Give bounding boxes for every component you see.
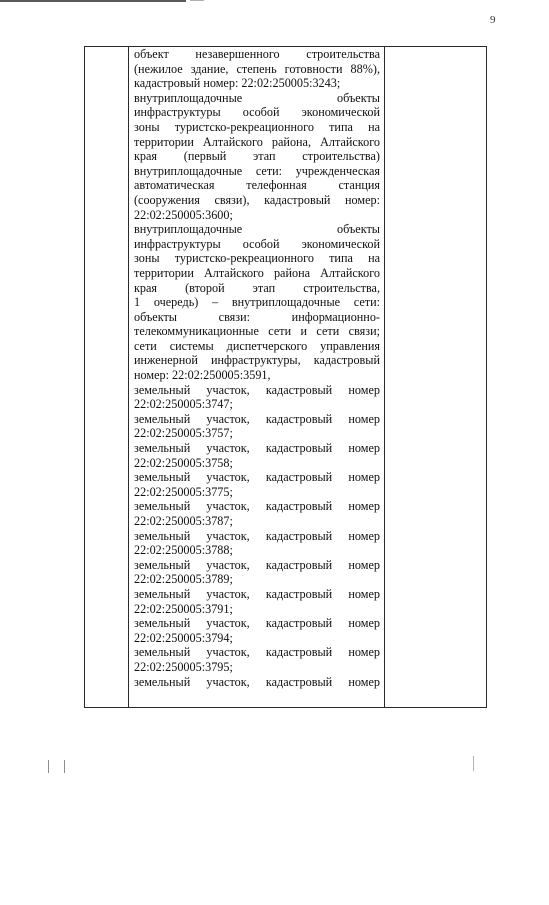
text-line (134, 222, 380, 237)
text-line (134, 135, 380, 150)
text-line-content: земельный участок, кадастровый номер (134, 382, 380, 397)
text-line-content: (сооружения связи), кадастровый номер: (134, 192, 380, 207)
text-line-content: 22:02:250005:3789; (134, 572, 233, 587)
text-line-content: зоны туристско-рекреационного типа на (134, 119, 380, 134)
text-line-content: телекоммуникационные сети и сети связи; (134, 324, 380, 339)
text-line (134, 295, 380, 310)
text-line (134, 616, 380, 631)
text-line (134, 485, 380, 500)
text-line-content: 22:02:250005:3758; (134, 455, 233, 470)
text-line (134, 149, 380, 164)
text-line (134, 558, 380, 573)
text-line (134, 572, 380, 587)
text-line-content: зоны туристско-рекреационного типа на (134, 251, 380, 266)
text-line-content: 22:02:250005:3791; (134, 601, 233, 616)
text-line-content: объекты связи: информационно- (134, 309, 380, 324)
text-line (134, 62, 380, 77)
text-line (134, 310, 380, 325)
text-line (134, 543, 380, 558)
text-line (134, 499, 380, 514)
text-line-content: объект незавершенного строительства (134, 47, 380, 61)
text-line-content: 22:02:250005:3757; (134, 426, 233, 441)
text-line-content: (нежилое здание, степень готовности 88%), (134, 61, 380, 76)
text-line-content: внутриплощадочные сети: учрежденческая (134, 163, 380, 178)
text-line (134, 266, 380, 281)
text-line-content: 22:02:250005:3788; (134, 543, 233, 558)
text-line (134, 353, 380, 368)
text-line-content: 22:02:250005:3775; (134, 484, 233, 499)
text-line (134, 368, 380, 383)
text-line-content: края (второй этап строительства, (134, 280, 380, 295)
text-line (134, 120, 380, 135)
document-table (84, 46, 487, 708)
table-cell-content (129, 47, 385, 708)
text-line (134, 631, 380, 646)
text-line-content: земельный участок, кадастровый номер (134, 528, 380, 543)
text-line-content: сети системы диспетчерского управления (134, 338, 380, 353)
text-line-content: земельный участок, кадастровый номер (134, 470, 380, 485)
scan-mark (48, 760, 49, 773)
text-line-content: кадастровый номер: 22:02:250005:3243; (134, 76, 341, 91)
text-line (134, 324, 380, 339)
text-line (134, 237, 380, 252)
text-line (134, 164, 380, 179)
text-line (134, 645, 380, 660)
text-line-content: инфраструктуры особой экономической (134, 236, 380, 251)
text-line-content: территории Алтайского района Алтайского (134, 265, 380, 280)
scan-mark (64, 760, 65, 773)
text-line (134, 529, 380, 544)
text-line-content: 22:02:250005:3787; (134, 514, 233, 528)
text-line (134, 47, 380, 62)
text-line (134, 208, 380, 223)
table-row (85, 47, 487, 708)
text-line (134, 339, 380, 354)
text-line (134, 470, 380, 485)
page-number: 9 (490, 14, 496, 26)
cell-text-block (129, 47, 384, 707)
text-line (134, 456, 380, 471)
text-line-content: 22:02:250005:3795; (134, 659, 233, 674)
text-line (134, 91, 380, 106)
text-line (134, 514, 380, 529)
text-line-content: земельный участок, кадастровый номер (134, 616, 380, 631)
scan-edge-line (0, 0, 186, 2)
text-line-content: земельный участок, кадастровый номер (134, 411, 380, 426)
text-line-content: инженерной инфраструктуры, кадастровый (134, 353, 380, 368)
text-line (134, 602, 380, 617)
text-line-content: 22:02:250005:3794; (134, 630, 233, 645)
text-line (134, 675, 380, 690)
text-line (134, 193, 380, 208)
text-line-content: номер: 22:02:250005:3591, (134, 368, 271, 383)
text-line-content: земельный участок, кадастровый номер (134, 586, 380, 601)
text-line (134, 281, 380, 296)
text-line (134, 426, 380, 441)
text-line (134, 412, 380, 427)
text-line (134, 76, 380, 91)
text-line-content: инфраструктуры особой экономической (134, 105, 380, 120)
text-line-content: внутриплощадочные объекты (134, 90, 380, 105)
table-cell-left (85, 47, 129, 708)
text-line-content: 22:02:250005:3600; (134, 207, 233, 222)
text-line-content: земельный участок, кадастровый номер (134, 441, 380, 456)
text-line-content: 22:02:250005:3747; (134, 397, 233, 412)
text-line (134, 441, 380, 456)
text-line-content: внутриплощадочные объекты (134, 222, 380, 237)
text-line-content: земельный участок, кадастровый номер (134, 674, 380, 689)
scan-edge-line-faint (190, 0, 204, 1)
text-line-content: земельный участок, кадастровый номер (134, 499, 380, 514)
text-line-content: земельный участок, кадастровый номер (134, 557, 380, 572)
text-line-content: 1 очередь) – внутриплощадочные сети: (134, 295, 380, 310)
text-line (134, 178, 380, 193)
text-line (134, 105, 380, 120)
table-cell-right (385, 47, 487, 708)
text-line-content: земельный участок, кадастровый номер (134, 645, 380, 660)
scan-mark (473, 756, 474, 771)
text-line-content: края (первый этап строительства) (134, 149, 380, 164)
text-line (134, 383, 380, 398)
text-line (134, 251, 380, 266)
text-line (134, 660, 380, 675)
text-line (134, 397, 380, 412)
text-line-content: автоматическая телефонная станция (134, 178, 380, 193)
text-line-content: территории Алтайского района, Алтайского (134, 134, 380, 149)
text-line (134, 587, 380, 602)
